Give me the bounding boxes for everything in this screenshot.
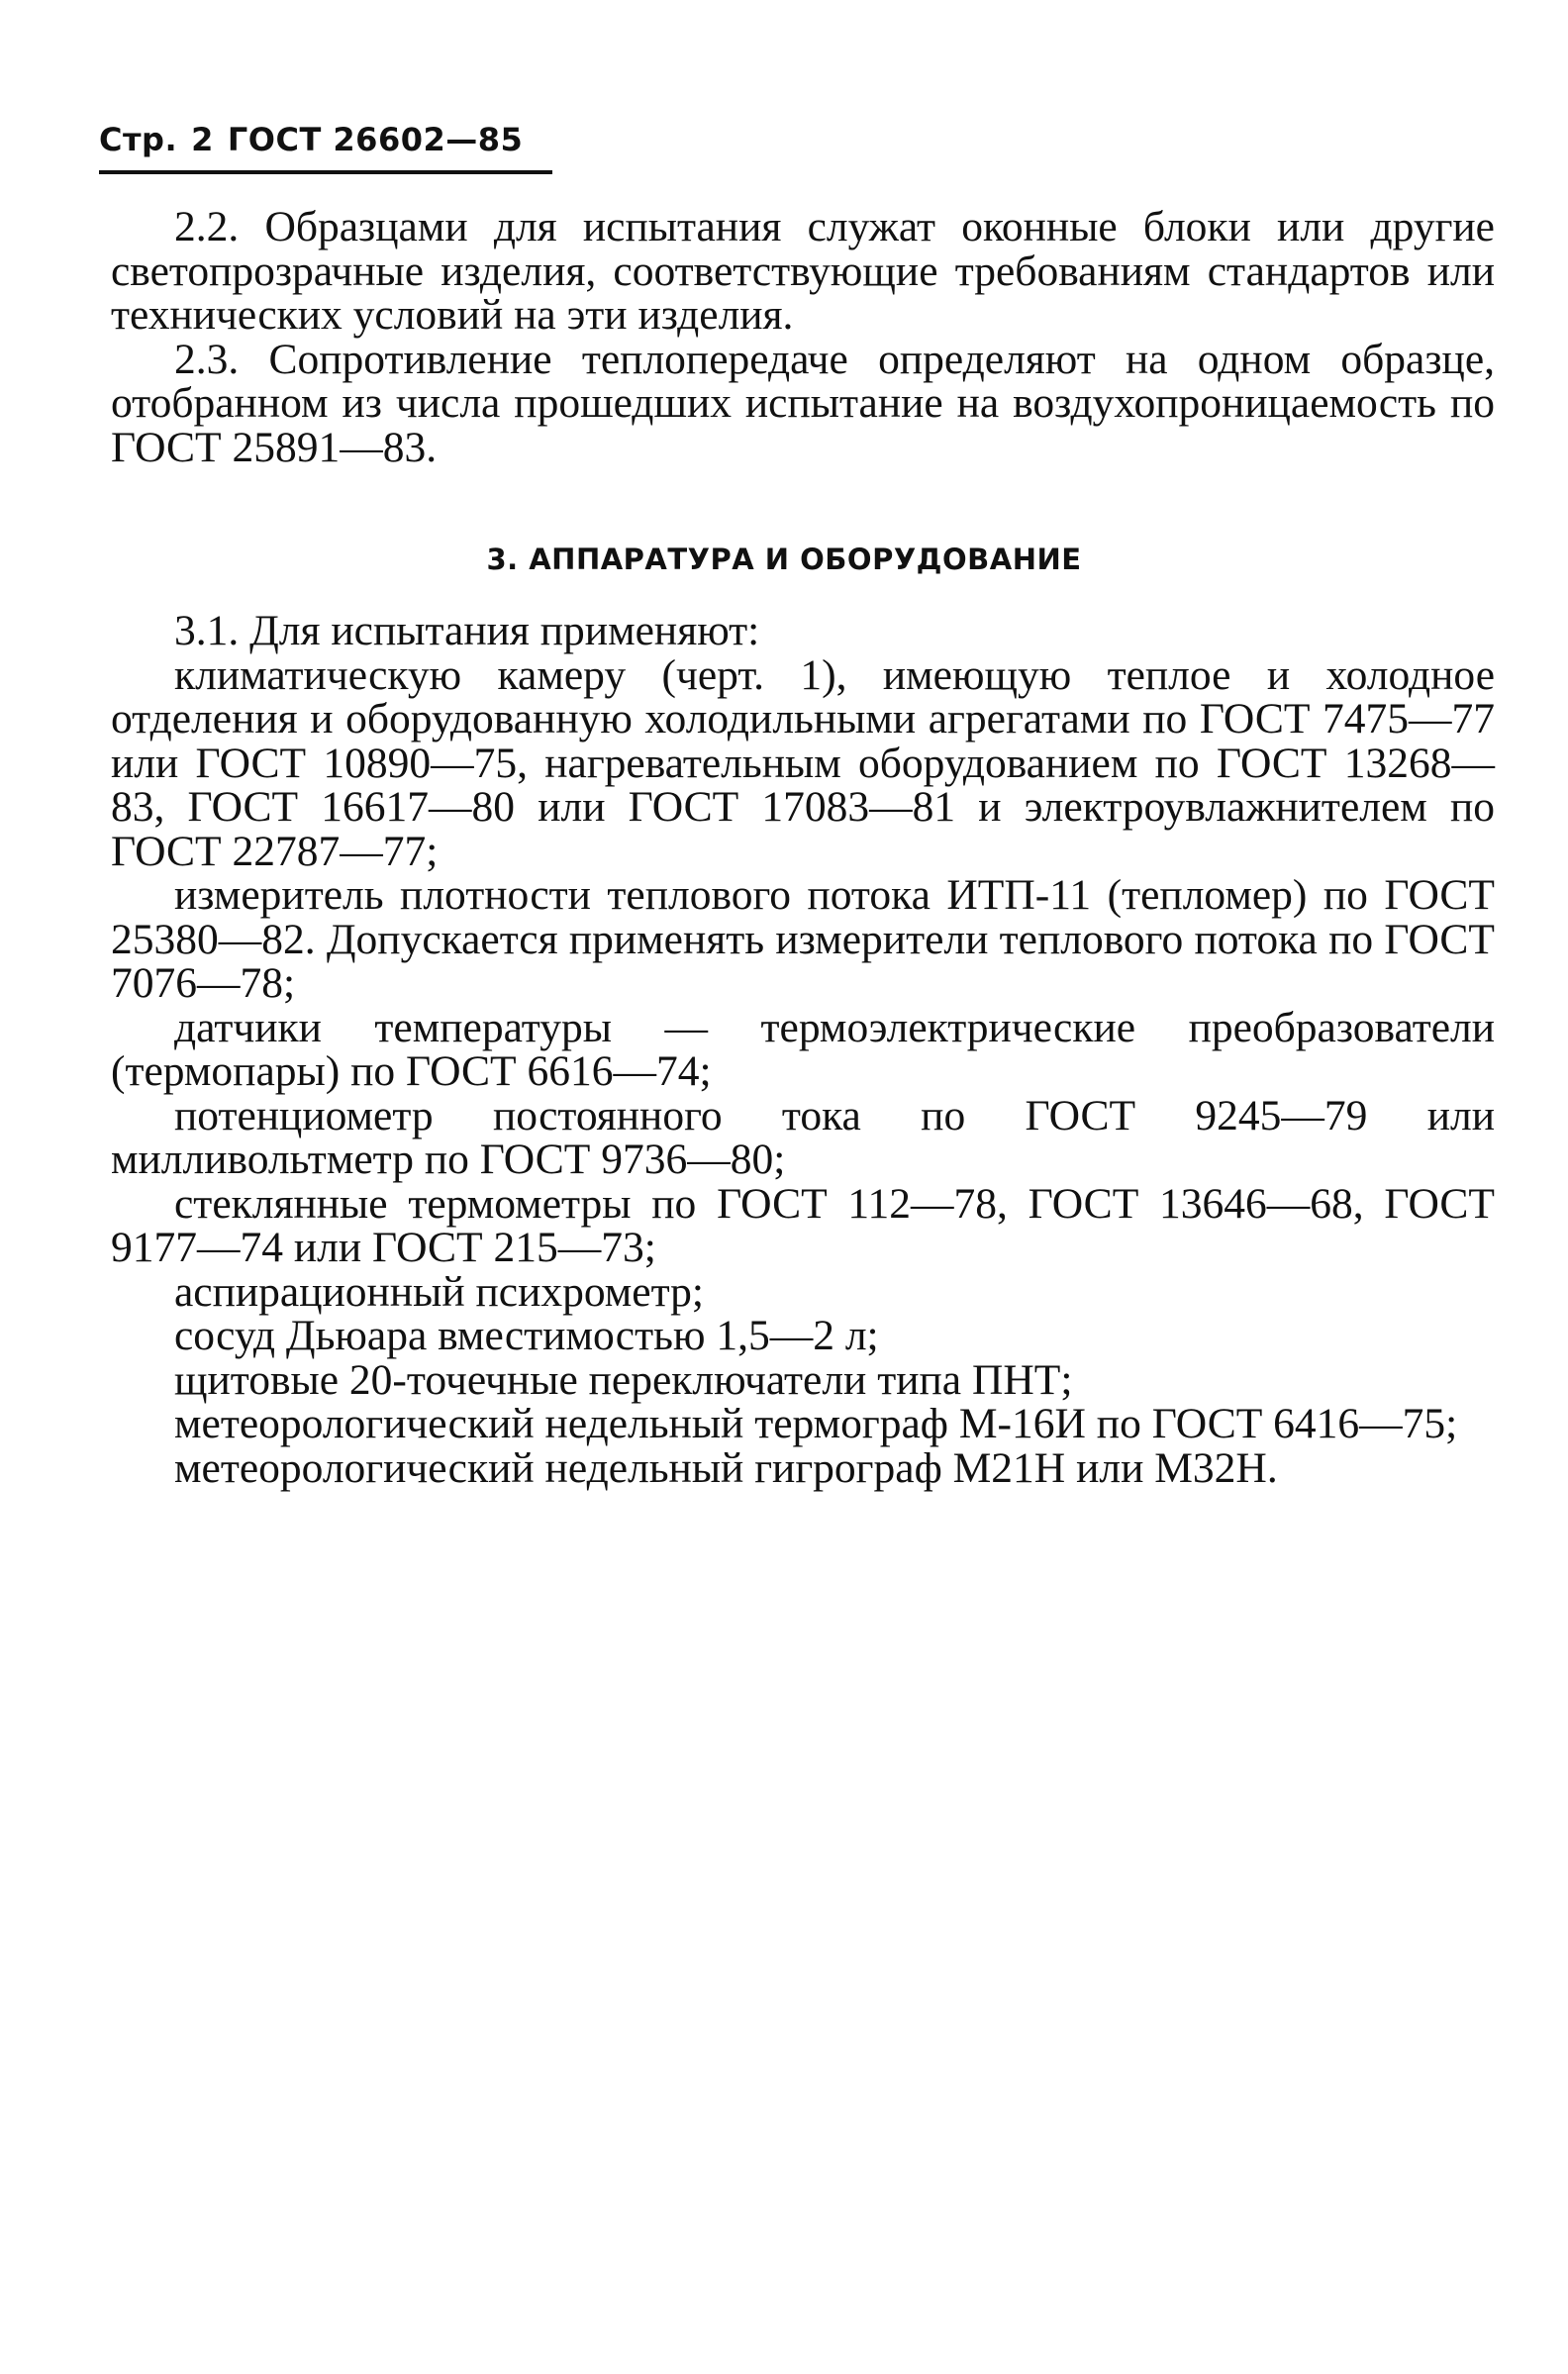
- equipment-item: метеорологический недельный термограф М-16И по ГОСТ 6416—75;: [174, 1400, 1458, 1447]
- paragraph-2-2: 2.2. Образцами для испытания служат оконные блоки или другие светопрозрачные изделия, соответствующие требованиям стандартов или технических условий на эти изделия.: [111, 203, 1495, 339]
- document-id: ГОСТ 26602—85: [227, 121, 524, 158]
- equipment-item: метеорологический недельный гигрограф М21Н или М32Н.: [174, 1443, 1278, 1492]
- equipment-item: измеритель плотности теплового потока ИТП-11 (тепломер) по ГОСТ 25380—82. Допускается применять измерители теплового потока по ГОСТ 7076—78;: [111, 871, 1495, 1007]
- equipment-item: климатическую камеру (черт. 1), имеющую теплое и холодное отделения и оборудованную холодильными агрегатами по ГОСТ 7475—77 или ГОСТ 10890—75, нагревательным оборудованием по ГОСТ 13268—83, ГОСТ 16617—80 или ГОСТ 17083—81 и электроувлажнителем по ГОСТ 22787—77;: [111, 650, 1495, 875]
- section-3-text: [111, 609, 1495, 1490]
- section-3-title: 3. АППАРАТУРА И ОБОРУДОВАНИЕ: [486, 543, 1082, 576]
- running-header: [99, 121, 537, 158]
- equipment-item: сосуд Дьюара вместимостью 1,5—2 л;: [174, 1312, 879, 1359]
- section-2-text: [111, 205, 1495, 469]
- equipment-item: щитовые 20-точечные переключатели типа ПНТ;: [174, 1355, 1073, 1404]
- page-number: 2: [191, 121, 214, 158]
- paragraph-3-1: 3.1. Для испытания применяют:: [174, 607, 760, 654]
- paragraph-2-3: 2.3. Сопротивление теплопередаче определяют на одном образце, отобранном из числа прошедших испытание на воздухопроницаемость по ГОСТ 25891—83.: [111, 335, 1495, 471]
- page-label: Стр.: [99, 121, 178, 158]
- equipment-item: стеклянные термометры по ГОСТ 112—78, ГОСТ 13646—68, ГОСТ 9177—74 или ГОСТ 215—73;: [111, 1179, 1495, 1271]
- equipment-item: датчики температуры — термоэлектрические преобразователи (термопары) по ГОСТ 6616—74;: [111, 1003, 1495, 1095]
- equipment-item: потенциометр постоянного тока по ГОСТ 9245—79 или милливольтметр по ГОСТ 9736—80;: [111, 1091, 1495, 1183]
- equipment-item: аспирационный психрометр;: [174, 1267, 704, 1316]
- header-rule: [99, 170, 552, 174]
